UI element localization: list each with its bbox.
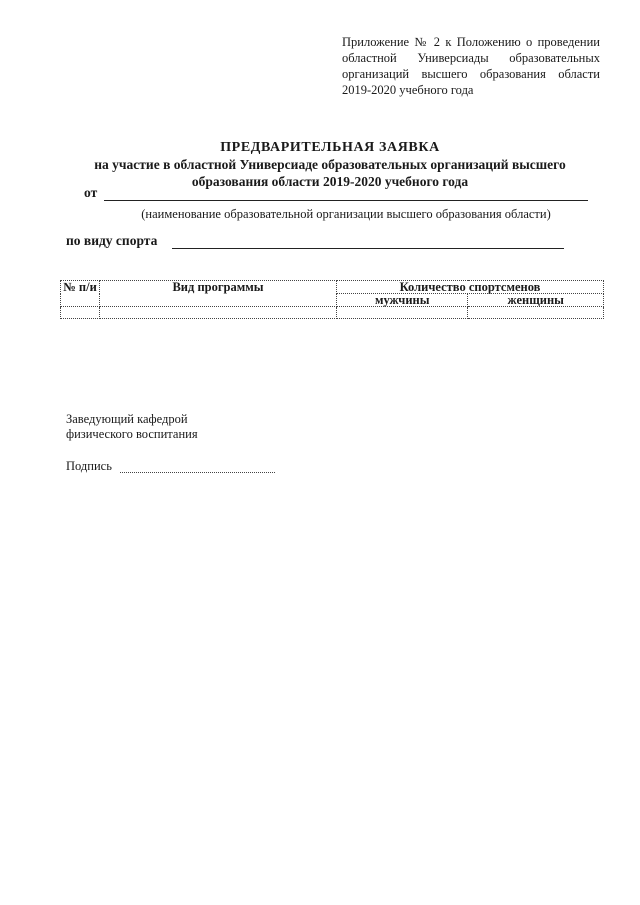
cell-women[interactable] (468, 307, 604, 319)
cell-men[interactable] (337, 307, 468, 319)
cell-number[interactable] (61, 307, 100, 319)
signature-position-line1: Заведующий кафедрой (66, 412, 188, 426)
from-label: от (84, 185, 98, 200)
signature-position (66, 412, 198, 442)
table-header-row (61, 281, 604, 294)
document-subtitle: на участие в областной Универсиаде образовательных организаций высшего образования области 2019-2020 учебного года (94, 157, 566, 189)
organization-hint: (наименование образовательной организации высшего образования области) (141, 207, 551, 221)
sport-label: по виду спорта (66, 233, 158, 248)
sport-field[interactable] (172, 248, 564, 249)
document-title: ПРЕДВАРИТЕЛЬНАЯ ЗАЯВКА (220, 140, 440, 155)
annex-note: Приложение № 2 к Положению о проведении областной Универсиады образовательных организаций высшего образования области 2019-2020 учебного года (342, 35, 600, 97)
column-men-header: мужчины (337, 294, 468, 307)
column-women-header: женщины (468, 294, 604, 307)
application-table (60, 280, 604, 319)
signature-label: Подпись (66, 459, 112, 473)
column-number-header: № п/и (61, 281, 100, 307)
column-program-header: Вид программы (100, 281, 337, 307)
table-row (61, 307, 604, 319)
organization-field[interactable] (104, 200, 588, 201)
cell-program[interactable] (100, 307, 337, 319)
signature-position-line2: физического воспитания (66, 427, 198, 441)
column-count-header: Количество спортсменов (337, 281, 604, 294)
signature-field[interactable] (120, 472, 275, 473)
